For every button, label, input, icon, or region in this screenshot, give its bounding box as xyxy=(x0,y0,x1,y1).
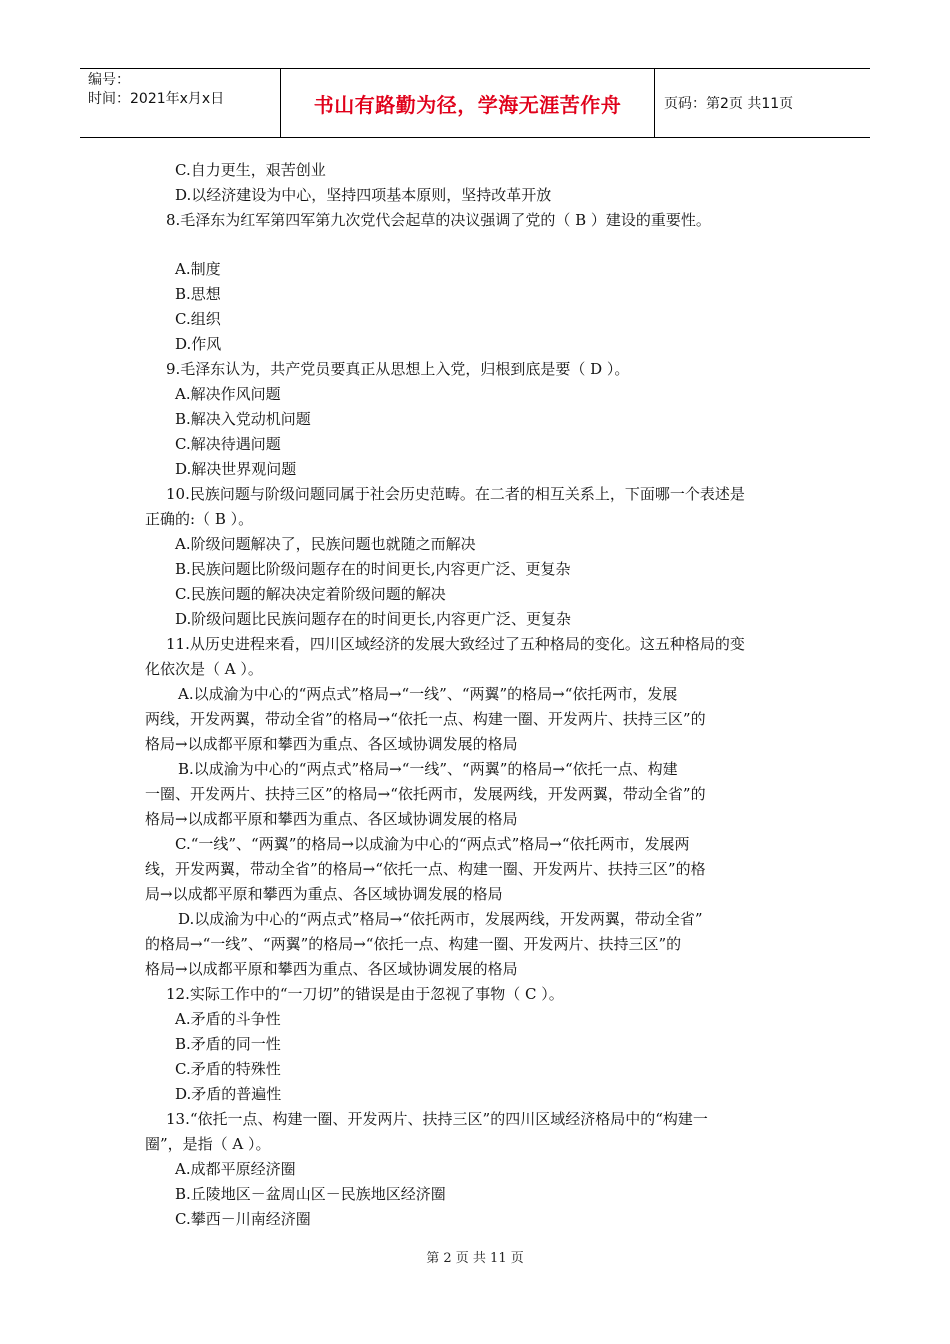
option-line: A.制度 xyxy=(175,260,221,278)
option-line: 的格局→“一线”、“两翼”的格局→“依托一点、构建一圈、开发两片、扶持三区”的 xyxy=(145,935,682,953)
question-line: 11.从历史进程来看，四川区域经济的发展大致经过了五种格局的变化。这五种格局的变 xyxy=(166,635,745,653)
option-line: C.“一线”、“两翼”的格局→以成渝为中心的“两点式”格局→“依托两市，发展两 xyxy=(175,835,690,853)
question-line: 化依次是（ A ）。 xyxy=(145,660,263,678)
option-line: B.民族问题比阶级问题存在的时间更长,内容更广泛、更复杂 xyxy=(175,560,571,578)
question-line: 9.毛泽东认为，共产党员要真正从思想上入党，归根到底是要（ D ）。 xyxy=(166,360,630,378)
option-line: C.矛盾的特殊性 xyxy=(175,1060,281,1078)
option-line: D.矛盾的普遍性 xyxy=(175,1085,282,1103)
option-line: A.矛盾的斗争性 xyxy=(175,1010,281,1028)
document-body xyxy=(145,158,810,1232)
option-line: B.以成渝为中心的“两点式”格局→“一线”、“两翼”的格局→“依托一点、构建 xyxy=(178,760,678,778)
option-line: 一圈、开发两片、扶持三区”的格局→“依托两市，发展两线，开发两翼，带动全省”的 xyxy=(145,785,706,803)
question-line: 8.毛泽东为红军第四军第九次党代会起草的决议强调了党的（ B ）建设的重要性。 xyxy=(166,211,711,229)
option-line: 局→以成都平原和攀西为重点、各区域协调发展的格局 xyxy=(145,885,503,903)
page-label: 页码：第2页 共11页 xyxy=(664,96,794,112)
option-line: B.矛盾的同一性 xyxy=(175,1035,281,1053)
question-line: 10.民族问题与阶级问题同属于社会历史范畴。在二者的相互关系上，下面哪一个表述是 xyxy=(166,485,745,503)
question-line: 正确的:（ B ）。 xyxy=(145,510,254,528)
question-line: 13.“依托一点、构建一圈、开发两片、扶持三区”的四川区域经济格局中的“构建一 xyxy=(166,1110,708,1128)
text-line: C.自力更生，艰苦创业 xyxy=(175,161,326,179)
option-line: 格局→以成都平原和攀西为重点、各区域协调发展的格局 xyxy=(145,735,518,753)
option-line: 线，开发两翼，带动全省”的格局→“依托一点、构建一圈、开发两片、扶持三区”的格 xyxy=(145,860,706,878)
question-line: 圈”，是指（ A ）。 xyxy=(145,1135,271,1153)
option-line: 格局→以成都平原和攀西为重点、各区域协调发展的格局 xyxy=(145,810,518,828)
text-line: D.以经济建设为中心，坚持四项基本原则，坚持改革开放 xyxy=(175,186,552,204)
option-line: A.解决作风问题 xyxy=(175,385,281,403)
option-line: C.攀西－川南经济圈 xyxy=(175,1210,311,1228)
option-line: B.丘陵地区－盆周山区－民族地区经济圈 xyxy=(175,1185,446,1203)
motto: 书山有路勤为径，学海无涯苦作舟 xyxy=(313,92,622,117)
option-line: 格局→以成都平原和攀西为重点、各区域协调发展的格局 xyxy=(145,960,518,978)
option-line: B.思想 xyxy=(175,285,221,303)
option-line: D.解决世界观问题 xyxy=(175,460,297,478)
option-line: C.民族问题的解决决定着阶级问题的解决 xyxy=(175,585,446,603)
option-line: C.组织 xyxy=(175,310,221,328)
header-meta xyxy=(80,69,280,137)
option-line: 两线，开发两翼，带动全省”的格局→“依托一点、构建一圈、开发两片、扶持三区”的 xyxy=(145,710,706,728)
option-line: A.阶级问题解决了，民族问题也就随之而解决 xyxy=(175,535,476,553)
header-motto-cell xyxy=(280,69,655,137)
question-line: 12.实际工作中的“一刀切”的错误是由于忽视了事物（ C ）。 xyxy=(166,985,564,1003)
page-footer: 第 2 页 共 11 页 xyxy=(426,1251,524,1266)
page-header xyxy=(80,68,870,138)
option-line: A.以成渝为中心的“两点式”格局→“一线”、“两翼”的格局→“依托两市，发展 xyxy=(178,685,678,703)
header-page-cell xyxy=(654,69,870,137)
option-line: A.成都平原经济圈 xyxy=(175,1160,296,1178)
option-line: D.阶级问题比民族问题存在的时间更长,内容更广泛、更复杂 xyxy=(175,610,572,628)
option-line: C.解决待遇问题 xyxy=(175,435,281,453)
blank-line xyxy=(145,233,810,257)
option-line: D.以成渝为中心的“两点式”格局→“依托两市，发展两线，开发两翼，带动全省” xyxy=(178,910,703,928)
time-label: 时间：2021年x月x日 xyxy=(88,91,225,107)
option-line: B.解决入党动机问题 xyxy=(175,410,311,428)
number-label: 编号： xyxy=(88,72,130,88)
option-line: D.作风 xyxy=(175,335,222,353)
